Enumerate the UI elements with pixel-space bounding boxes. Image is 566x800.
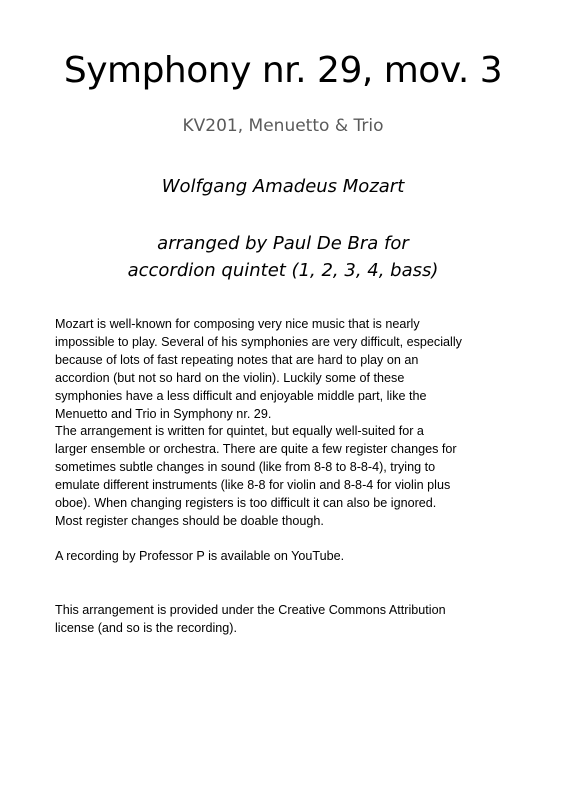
text-line: license (and so is the recording). — [55, 620, 238, 635]
text-line: sometimes subtle changes in sound (like from 8-8 to 8-8-4), trying to — [55, 460, 436, 475]
text-line: symphonies have a less difficult and enjoyable middle part, like the — [55, 388, 427, 403]
text-line: Most register changes should be doable though. — [55, 513, 324, 528]
document-title: Symphony nr. 29, mov. 3 — [63, 50, 503, 91]
text-line: impossible to play. Several of his symphonies are very difficult, especially — [55, 334, 462, 349]
description-paragraph — [55, 316, 525, 531]
composer-name: Wolfgang Amadeus Mozart — [161, 176, 405, 197]
text-line: Mozart is well-known for composing very nice music that is nearly — [55, 317, 420, 331]
text-line: oboe). When changing registers is too difficult it can also be ignored. — [55, 496, 437, 511]
license-paragraph — [55, 602, 525, 638]
text-line: larger ensemble or orchestra. There are quite a few register changes for — [55, 442, 457, 457]
text-line: This arrangement is provided under the Creative Commons Attribution — [55, 603, 446, 617]
arranger-line: arranged by Paul De Bra for — [157, 233, 409, 254]
document-subtitle: KV201, Menuetto & Trio — [182, 116, 384, 136]
recording-paragraph — [55, 548, 525, 566]
text-line: accordion (but not so hard on the violin). Luckily some of these — [55, 370, 405, 385]
text-line: The arrangement is written for quintet, but equally well-suited for a — [55, 424, 424, 439]
arranger-line: accordion quintet (1, 2, 3, 4, bass) — [127, 260, 439, 281]
text-line: because of lots of fast repeating notes that are hard to play on an — [55, 352, 419, 367]
text-line: emulate different instruments (like 8-8 for violin and 8-8-4 for violin plus — [55, 478, 451, 493]
text-line: Menuetto and Trio in Symphony nr. 29. — [55, 406, 272, 421]
text-line: A recording by Professor P is available on YouTube. — [55, 549, 345, 563]
arranger-credit — [0, 230, 566, 284]
